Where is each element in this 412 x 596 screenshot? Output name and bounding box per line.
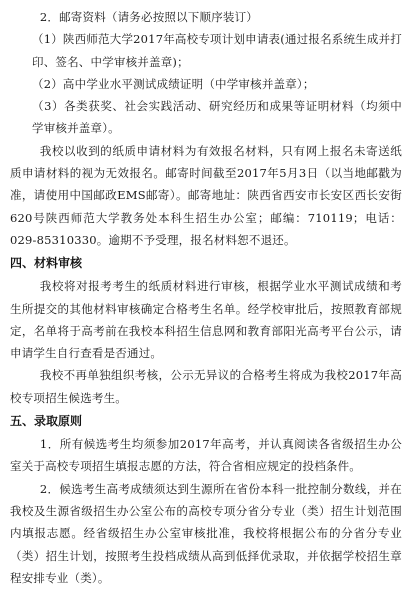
section-4-heading: 四、材料审核 <box>10 256 83 271</box>
section-5-paragraph-2: 2．候选考生高考成绩须达到生源所在省份本科一批控制分数线，并在我校及生源省级招生办公室公布的高校专项分省分专业（类）招生计划范围内填报志愿。经省级招生办公室审核批准，我校将根据公布的分省分专业（类）招生计划，按照考生投档成绩从高到低择优录取，并依据学校招生章程安排专业（类）。 <box>10 481 402 585</box>
section-4-paragraph-1: 我校将对报考考生的纸质材料进行审核，根据学业水平测试成绩和考生所提交的其他材料审核确定合格考生名单。经学校审批后，按照教育部规定，名单将于高考前在我校本科招生信息网和教育部阳光高考平台公示，请申请学生自行查看是否通过。 <box>10 279 402 361</box>
section-5-heading: 五、录取原则 <box>10 414 83 429</box>
section-4-paragraph-2: 我校不再单独组织考核，公示无异议的合格考生将成为我校2017年高校专项招生候选考生。 <box>10 368 402 405</box>
mail-sub-1: （1）陕西师范大学2017年高校专项计划申请表(通过报名系统生成并打印、签名、中学审核并盖章)； <box>32 32 402 69</box>
mail-sub-3: （3）各类获奖、社会实践活动、研究经历和成果等证明材料（均须中学审核并盖章）。 <box>32 99 402 136</box>
mail-item-2: 2．邮寄资料（请务必按照以下顺序装订） <box>39 10 259 24</box>
mail-sub-2: （2）高中学业水平测试成绩证明（中学审核并盖章）； <box>32 76 315 91</box>
mail-note-paragraph: 我校以收到的纸质申请材料为有效报名材料，只有网上报名未寄送纸质申请材料的视为无效报名。邮寄时间截至2017年5月3日（以当地邮戳为准，请使用中国邮政EMS邮寄）。邮寄地址：陕西省西安市长安区西长安街620号陕西师范大学教务处本科生招生办公室；邮编：710119；电话：029-85310330。逾期不予受理，报名材料恕不退还。 <box>10 143 402 247</box>
section-5-paragraph-1: 1．所有候选考生均须参加2017年高考，并认真阅读各省级招生办公室关于高校专项招生填报志愿的方法，符合省相应规定的投档条件。 <box>10 437 402 474</box>
